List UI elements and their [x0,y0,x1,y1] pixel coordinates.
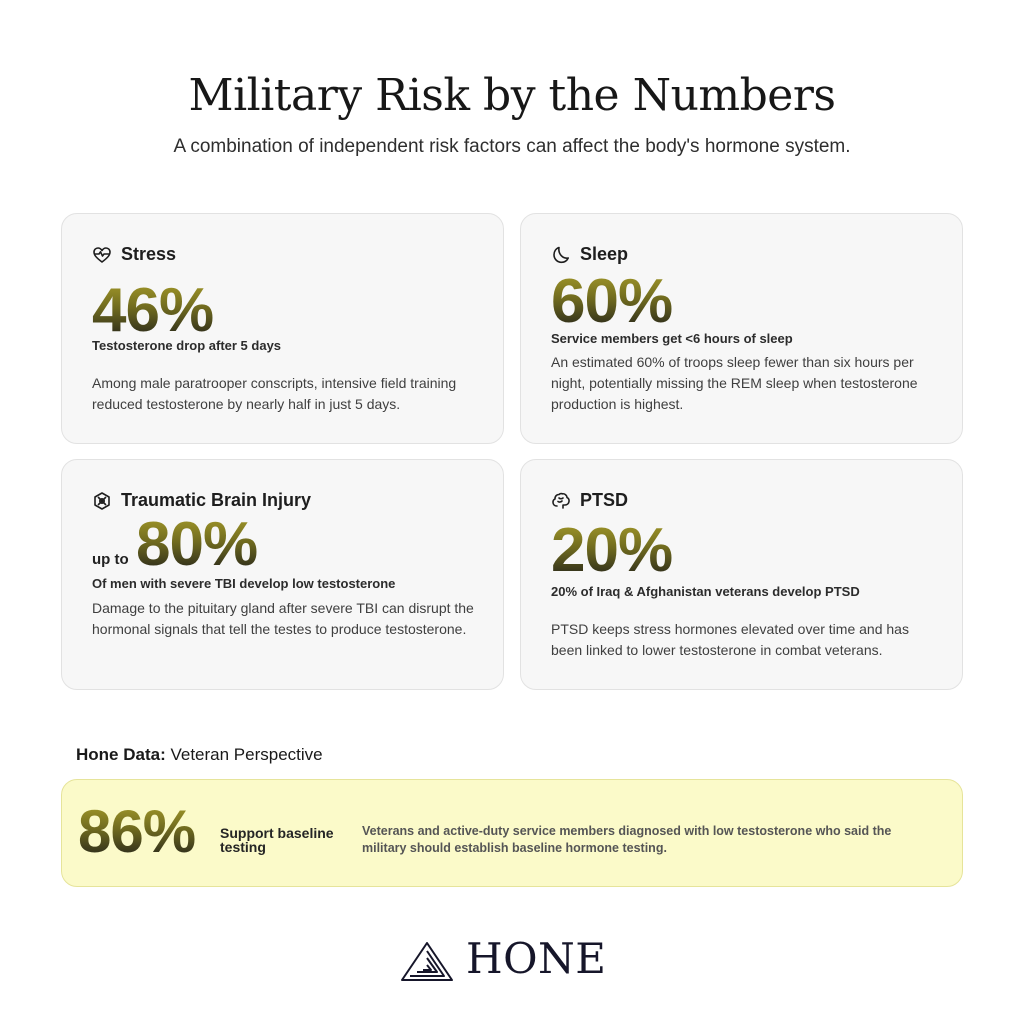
hone-logo-icon [400,940,454,982]
card-label-tbi: Traumatic Brain Injury [121,490,312,510]
page-subtitle: A combination of independent risk factors can affect the body's hormone system. [173,136,851,157]
hone-data-heading-bold: Hone Data: [76,745,166,764]
stress-subtitle: Testosterone drop after 5 days [92,338,282,353]
brand-name: HONE [466,934,607,983]
tbi-subtitle: Of men with severe TBI develop low testosterone [92,576,396,591]
page-title: Military Risk by the Numbers [188,70,836,121]
hone-data-label: Support baseline testing [220,825,334,855]
moon-icon [551,245,571,265]
stress-value: 46% [92,276,214,345]
sleep-subtitle: Service members get <6 hours of sleep [551,331,793,346]
brain-icon [551,491,571,511]
brain-injury-icon [92,491,112,511]
hone-data-heading [76,745,323,765]
sleep-card [520,213,963,444]
ptsd-subtitle: 20% of Iraq & Afghanistan veterans develop PTSD [551,584,860,599]
hone-data-box [61,779,963,887]
tbi-value: 80% [136,510,258,579]
sleep-value: 60% [551,267,673,336]
card-label-sleep: Sleep [580,244,629,264]
stress-description: Among male paratrooper conscripts, intensive field training reduced testosterone by nearly half in just 5 days. [92,375,457,412]
tbi-card [61,459,504,690]
hone-data-heading-rest: Veteran Perspective [165,745,323,764]
hone-data-value: 86% [78,798,196,865]
stress-card [61,213,504,444]
tbi-description: Damage to the pituitary gland after severe TBI can disrupt the hormonal signals that tell the testes to produce testosterone. [92,600,474,637]
heart-pulse-icon [92,245,112,265]
hone-logo [400,936,630,982]
card-label-stress: Stress [121,244,177,264]
ptsd-value: 20% [551,516,673,585]
tbi-prefix: up to [92,551,129,568]
card-label-ptsd: PTSD [580,490,629,510]
ptsd-description: PTSD keeps stress hormones elevated over time and has been linked to lower testosterone in combat veterans. [551,621,909,658]
hone-data-description: Veterans and active-duty service members diagnosed with low testosterone who said the military should establish baseline hormone testing. [362,824,892,855]
sleep-description: An estimated 60% of troops sleep fewer than six hours per night, potentially missing the REM sleep when testosterone production is highest. [551,354,918,412]
ptsd-card [520,459,963,690]
